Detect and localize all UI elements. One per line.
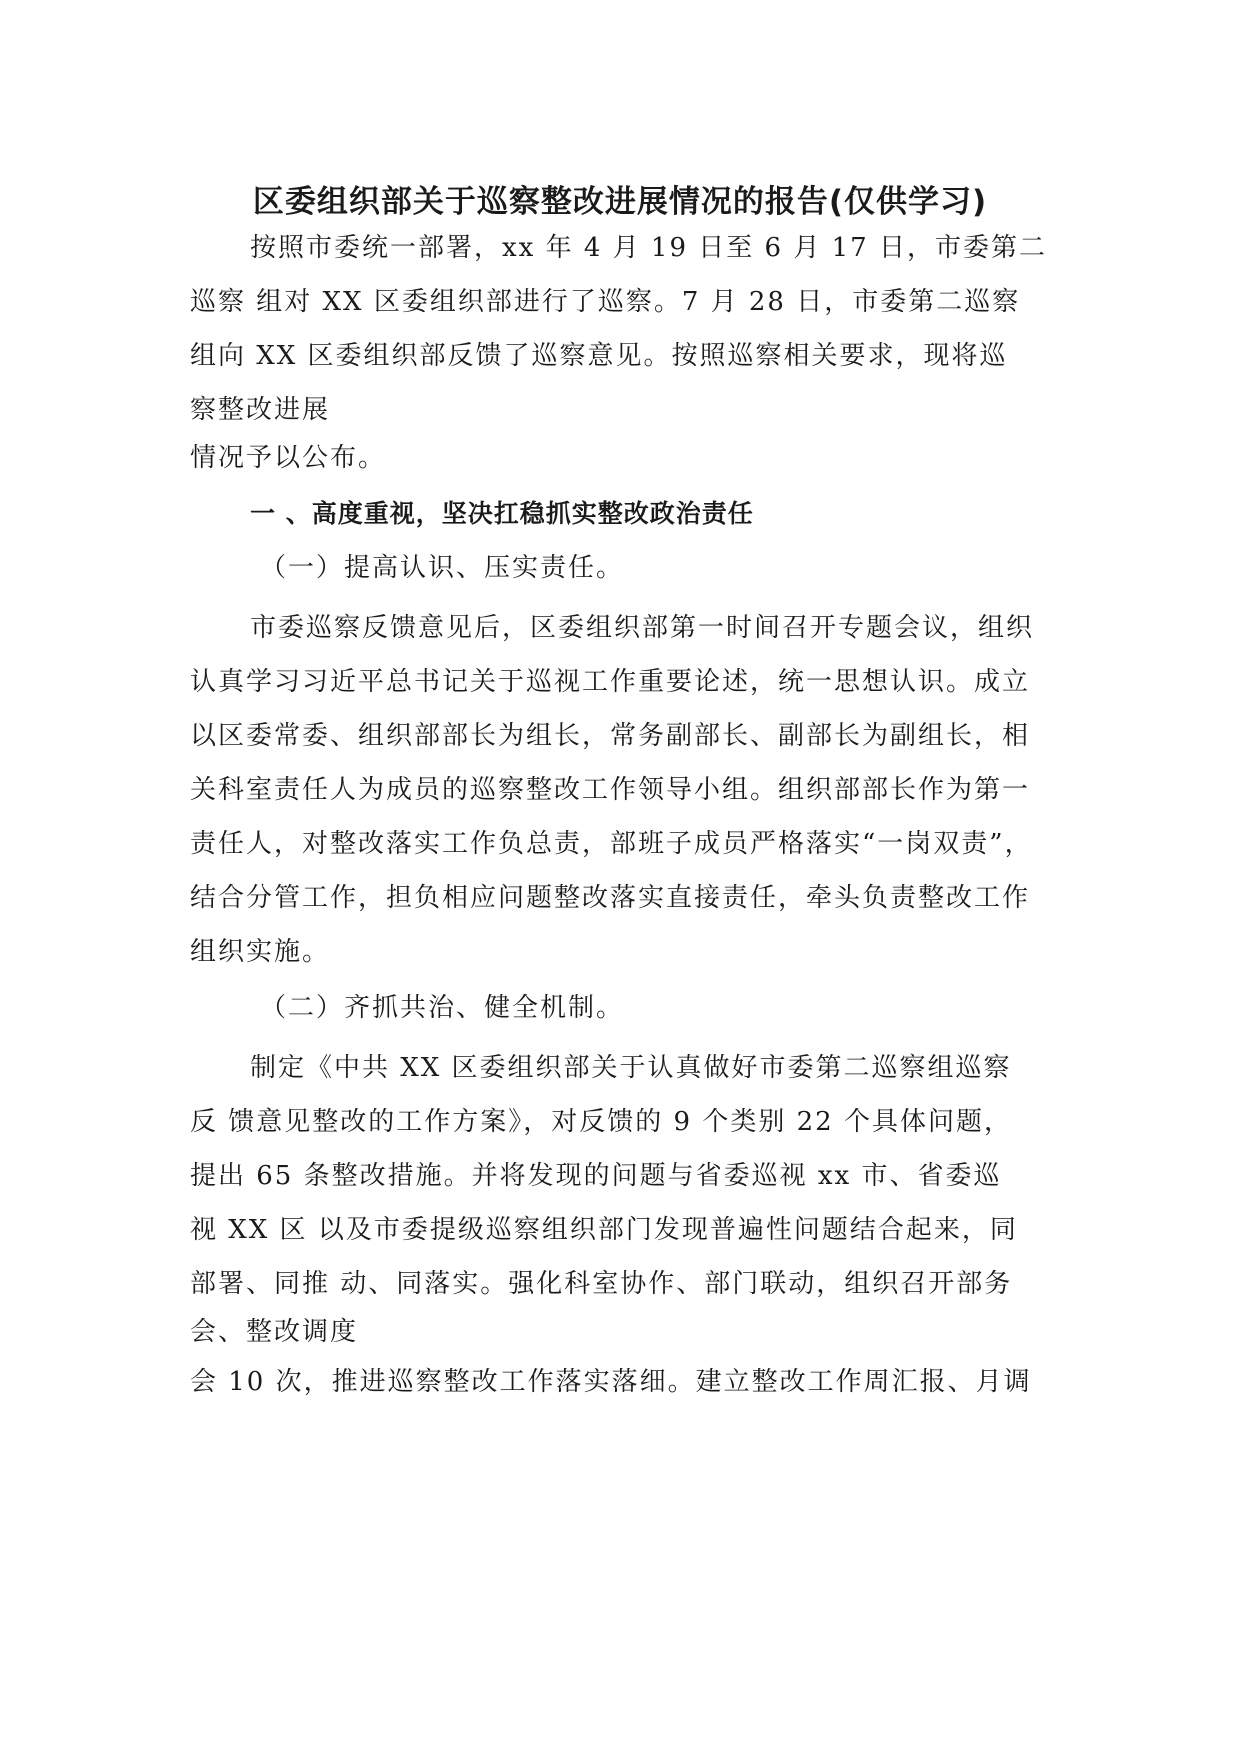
paragraph-line: 反 馈意见整改的工作方案》，对反馈的 9 个类别 22 个具体问题， <box>190 1107 1012 1137</box>
paragraph-line: 组向 XX 区委组织部反馈了巡察意见。按照巡察相关要求，现将巡 <box>190 341 1008 371</box>
paragraph-line: 组织实施。 <box>190 937 331 967</box>
document-title: 区委组织部关于巡察整改进展情况的报告(仅供学习) <box>252 184 988 220</box>
paragraph-line: 情况予以公布。 <box>190 443 387 473</box>
paragraph-line: 巡察 组对 XX 区委组织部进行了巡察。7 月 28 日，市委第二巡察 <box>190 287 1021 317</box>
paragraph-line: 关科室责任人为成员的巡察整改工作领导小组。组织部部长作为第一 <box>190 775 1031 805</box>
paragraph-line: 认真学习习近平总书记关于巡视工作重要论述，统一思想认识。成立 <box>190 667 1031 697</box>
subsection-heading: （一）提高认识、压实责任。 <box>260 553 625 583</box>
paragraph-line: 按照市委统一部署，xx 年 4 月 19 日至 6 月 17 日，市委第二 <box>250 233 1047 263</box>
paragraph-line: 会、整改调度 <box>190 1317 359 1347</box>
paragraph-line: 市委巡察反馈意见后，区委组织部第一时间召开专题会议，组织 <box>250 613 1035 643</box>
paragraph-line: 部署、同推 动、同落实。强化科室协作、部门联动，组织召开部务 <box>190 1269 1013 1299</box>
paragraph-line: 提出 65 条整改措施。并将发现的问题与省委巡视 xx 市、省委巡 <box>190 1161 1002 1191</box>
paragraph-line: 制定《中共 XX 区委组织部关于认真做好市委第二巡察组巡察 <box>250 1053 1012 1083</box>
subsection-heading: （二）齐抓共治、健全机制。 <box>260 993 625 1023</box>
section-heading: 一 、高度重视，坚决扛稳抓实整改政治责任 <box>250 499 754 528</box>
paragraph-line: 以区委常委、组织部部长为组长，常务副部长、副部长为副组长，相 <box>190 721 1031 751</box>
paragraph-line: 责任人，对整改落实工作负总责，部班子成员严格落实“一岗双责”， <box>190 829 1033 859</box>
paragraph-line: 察整改进展 <box>190 395 331 425</box>
paragraph-line: 视 XX 区 以及市委提级巡察组织部门发现普遍性问题结合起来，同 <box>190 1215 1018 1245</box>
paragraph-line: 会 10 次，推进巡察整改工作落实落细。建立整改工作周汇报、月调 <box>190 1367 1032 1397</box>
paragraph-line: 结合分管工作，担负相应问题整改落实直接责任，牵头负责整改工作 <box>190 883 1031 913</box>
